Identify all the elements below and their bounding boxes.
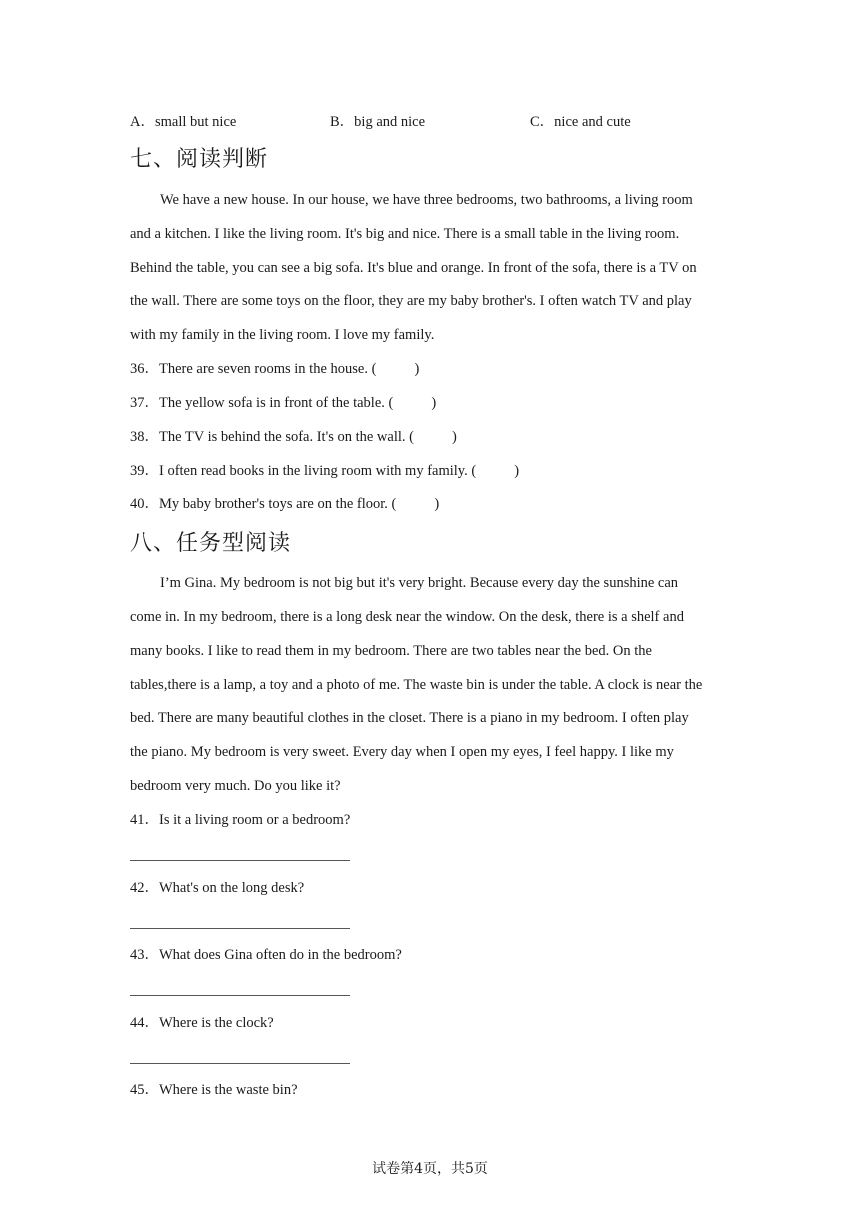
- passage-line: come in. In my bedroom, there is a long desk near the window. On the desk, there is a shelf and: [130, 609, 684, 625]
- answer-line-43[interactable]: [130, 995, 350, 996]
- question-number: 41．: [130, 812, 159, 828]
- question-text: Is it a living room or a bedroom?: [159, 812, 351, 828]
- closing-paren: ): [414, 361, 420, 377]
- answer-line-42[interactable]: [130, 928, 350, 929]
- question-45: [130, 1081, 298, 1099]
- passage-line: I’m Gina. My bedroom is not big but it's very bright. Because every day the sunshine can: [160, 575, 679, 591]
- answer-line-44[interactable]: [130, 1063, 350, 1064]
- question-38: [130, 428, 457, 446]
- question-number: 44．: [130, 1015, 159, 1031]
- question-number: 42．: [130, 880, 159, 896]
- question-text: The TV is behind the sofa. It's on the wall. (: [159, 429, 414, 445]
- passage-line: the piano. My bedroom is very sweet. Every day when I open my eyes, I feel happy. I like my: [130, 744, 674, 760]
- question-number: 36．: [130, 361, 159, 377]
- question-39: [130, 462, 519, 480]
- option-c: C．nice and cute: [530, 114, 631, 130]
- question-text: The yellow sofa is in front of the table. (: [159, 395, 394, 411]
- passage-line: bed. There are many beautiful clothes in the closet. There is a piano in my bedroom. I often play: [130, 710, 689, 726]
- question-41: [130, 811, 350, 829]
- question-text: Where is the waste bin?: [159, 1082, 298, 1098]
- section-8-heading: 八、任务型阅读: [130, 531, 292, 556]
- closing-paren: ): [451, 429, 457, 445]
- question-text: My baby brother's toys are on the floor. (: [159, 496, 397, 512]
- closing-paren: ): [434, 496, 440, 512]
- passage-line: Behind the table, you can see a big sofa. It's blue and orange. In front of the sofa, there is a TV on: [130, 260, 697, 276]
- question-number: 39．: [130, 463, 159, 479]
- passage-line: tables,there is a lamp, a toy and a photo of me. The waste bin is under the table. A clock is near the: [130, 677, 703, 693]
- question-text: Where is the clock?: [159, 1015, 274, 1031]
- answer-line-41[interactable]: [130, 860, 350, 861]
- question-text: What does Gina often do in the bedroom?: [159, 947, 402, 963]
- passage-line: bedroom very much. Do you like it?: [130, 778, 341, 794]
- option-a: A．small but nice: [130, 114, 237, 130]
- closing-paren: ): [431, 395, 437, 411]
- page-footer: 试卷第4页，共5页: [372, 1161, 488, 1177]
- closing-paren: ): [514, 463, 520, 479]
- question-44: [130, 1014, 274, 1032]
- question-37: [130, 394, 436, 412]
- question-number: 38．: [130, 429, 159, 445]
- question-number: 40．: [130, 496, 159, 512]
- passage-line: and a kitchen. I like the living room. It's big and nice. There is a small table in the living room.: [130, 226, 680, 242]
- option-b: B．big and nice: [330, 114, 426, 130]
- passage-line: the wall. There are some toys on the floor, they are my baby brother's. I often watch TV and play: [130, 293, 692, 309]
- passage-line: with my family in the living room. I love my family.: [130, 327, 435, 343]
- question-number: 37．: [130, 395, 159, 411]
- question-42: [130, 879, 304, 897]
- passage-line: We have a new house. In our house, we have three bedrooms, two bathrooms, a living room: [160, 192, 693, 208]
- question-36: [130, 360, 419, 378]
- question-text: I often read books in the living room with my family. (: [159, 463, 477, 479]
- question-number: 43．: [130, 947, 159, 963]
- question-40: [130, 495, 439, 513]
- question-43: [130, 946, 402, 964]
- section-7-heading: 七、阅读判断: [130, 147, 269, 172]
- question-number: 45．: [130, 1082, 159, 1098]
- question-text: What's on the long desk?: [159, 880, 305, 896]
- question-text: There are seven rooms in the house. (: [159, 361, 377, 377]
- passage-line: many books. I like to read them in my bedroom. There are two tables near the bed. On the: [130, 643, 652, 659]
